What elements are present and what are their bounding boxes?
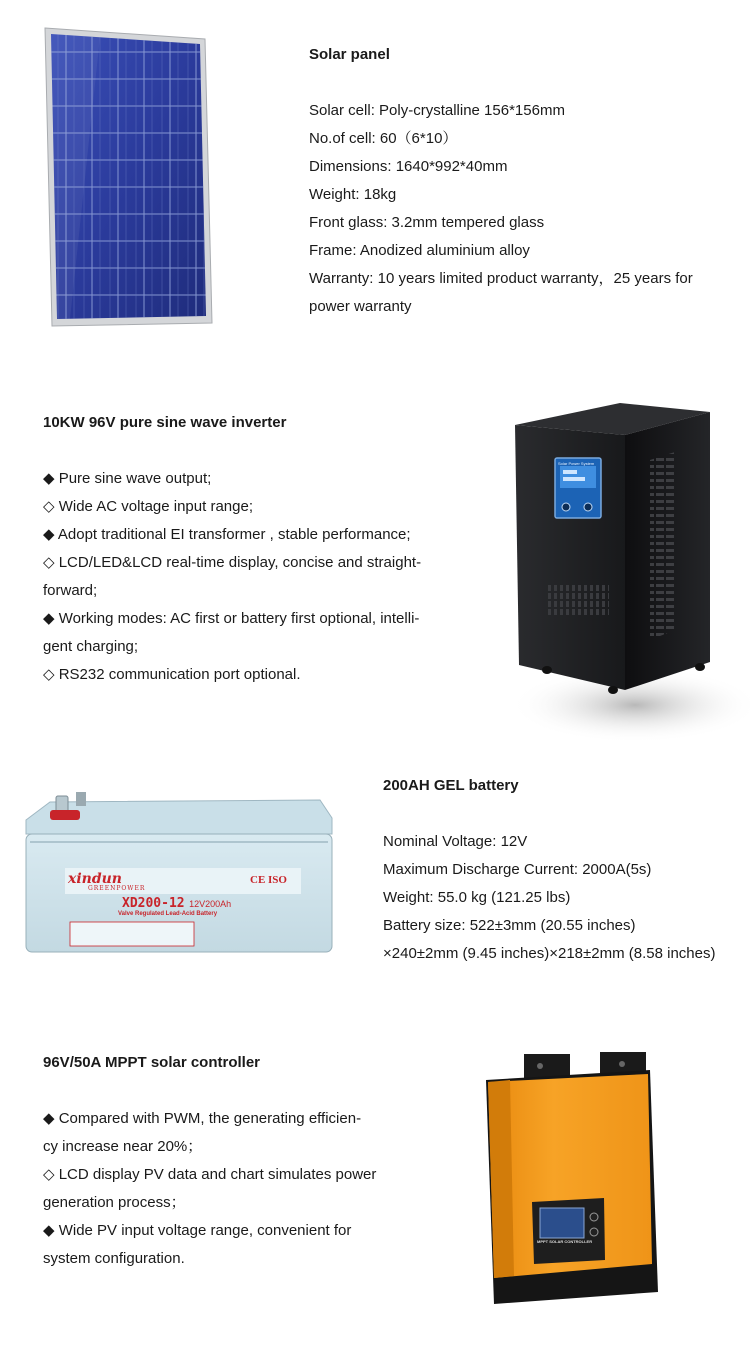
spec-battery-size-cont: ×240±2mm (9.45 inches)×218±2mm (8.58 inches) [383, 945, 716, 962]
controller-feature: ◆ Wide PV input voltage range, convenient for [43, 1222, 352, 1239]
inverter-feature: ◆ Working modes: AC first or battery first optional, intelli- [43, 610, 420, 627]
spec-nominal-voltage: Nominal Voltage: 12V [383, 833, 528, 850]
spec-weight: Weight: 18kg [309, 186, 397, 203]
inverter-feature: ◆ Pure sine wave output; [43, 470, 212, 487]
inverter-screen-label: Solar Power System [558, 461, 595, 466]
battery-model: XD200-12 [122, 896, 185, 911]
solar-panel-image [40, 25, 215, 327]
controller-feature: ◆ Compared with PWM, the generating efficien- [43, 1110, 362, 1127]
inverter-features [43, 465, 453, 689]
inverter-feature: gent charging; [43, 638, 139, 655]
controller-features [43, 1105, 408, 1273]
inverter-feature: ◇ LCD/LED&LCD real-time display, concise and straight- [43, 554, 422, 571]
spec-dimensions: Dimensions: 1640*992*40mm [309, 158, 508, 175]
inverter-feature: ◇ Wide AC voltage input range; [43, 498, 253, 515]
controller-feature: cy increase near 20%； [43, 1138, 203, 1155]
inverter-feature: ◇ RS232 communication port optional. [43, 666, 301, 683]
spec-solar-cell: Solar cell: Poly-crystalline 156*156mm [309, 102, 565, 119]
battery-title: 200AH GEL battery [383, 777, 519, 794]
controller-feature: system configuration. [43, 1250, 185, 1267]
battery-type-line: Valve Regulated Lead-Acid Battery [118, 911, 218, 917]
spec-warranty-cont: power warranty [309, 298, 412, 315]
battery-specs [383, 828, 715, 968]
battery-rating: 12V200Ah [189, 899, 232, 909]
battery-brand: xindun [68, 871, 122, 887]
battery-brand-sub: GREENPOWER [88, 885, 146, 892]
solar-panel-title: Solar panel [309, 46, 390, 63]
inverter-feature: ◆ Adopt traditional EI transformer , stable performance; [43, 526, 411, 543]
inverter-image [505, 400, 750, 745]
controller-feature: generation process； [43, 1194, 186, 1211]
spec-weight: Weight: 55.0 kg (121.25 lbs) [383, 889, 571, 906]
solar-panel-specs [309, 97, 693, 321]
controller-feature: ◇ LCD display PV data and chart simulates power [43, 1166, 377, 1183]
battery-model-row [122, 894, 231, 912]
spec-front-glass: Front glass: 3.2mm tempered glass [309, 214, 545, 231]
battery-cert: CE ISO [250, 874, 287, 886]
spec-max-discharge: Maximum Discharge Current: 2000A(5s) [383, 861, 652, 878]
inverter-feature: forward; [43, 582, 98, 599]
controller-image [480, 1042, 670, 1307]
spec-cell-count: No.of cell: 60（6*10） [309, 130, 458, 147]
spec-warranty: Warranty: 10 years limited product warranty，25 years for [309, 270, 693, 287]
spec-frame: Frame: Anodized aluminium alloy [309, 242, 530, 259]
spec-battery-size: Battery size: 522±3mm (20.55 inches) [383, 917, 636, 934]
controller-panel-label: MPPT SOLAR CONTROLLER [537, 1239, 593, 1244]
inverter-title: 10KW 96V pure sine wave inverter [43, 414, 287, 431]
controller-title: 96V/50A MPPT solar controller [43, 1054, 261, 1071]
